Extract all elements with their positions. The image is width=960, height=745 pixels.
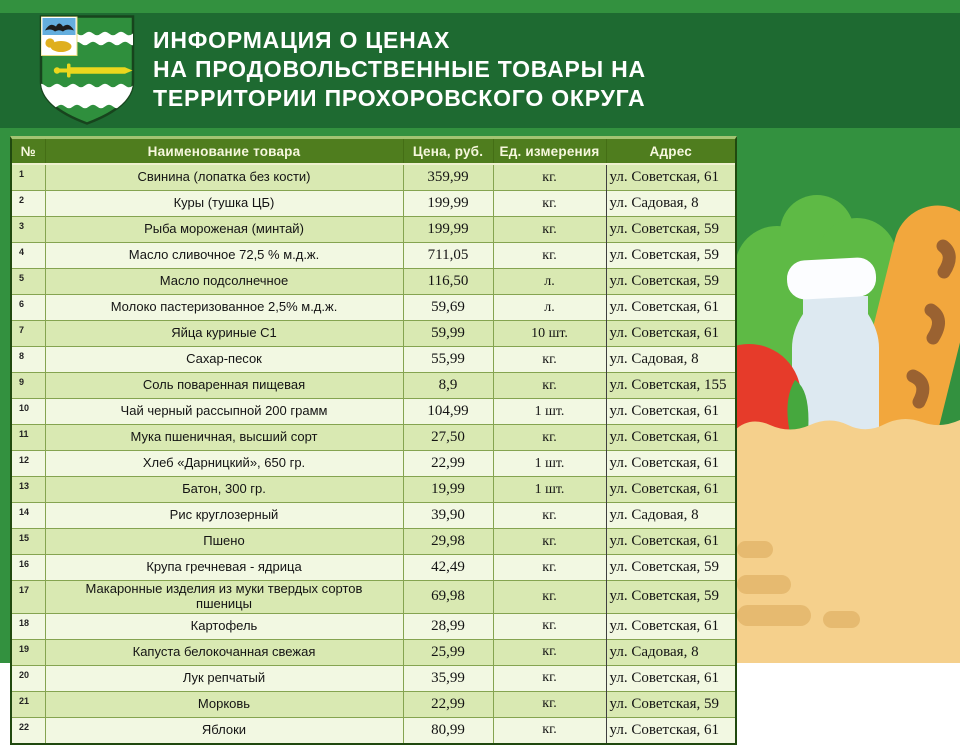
table-row bbox=[12, 691, 735, 717]
product-unit: кг. bbox=[493, 347, 606, 373]
product-name: Свинина (лопатка без кости) bbox=[45, 164, 403, 191]
product-unit: кг. bbox=[493, 639, 606, 665]
row-number: 21 bbox=[12, 691, 45, 717]
row-number: 16 bbox=[12, 555, 45, 581]
product-price: 199,99 bbox=[403, 191, 493, 217]
store-address: ул. Советская, 61 bbox=[606, 717, 735, 743]
product-price: 116,50 bbox=[403, 269, 493, 295]
table-row bbox=[12, 399, 735, 425]
store-address: ул. Советская, 61 bbox=[606, 321, 735, 347]
store-address: ул. Советская, 59 bbox=[606, 555, 735, 581]
table-row bbox=[12, 451, 735, 477]
product-unit: кг. bbox=[493, 243, 606, 269]
row-number: 10 bbox=[12, 399, 45, 425]
row-number: 18 bbox=[12, 613, 45, 639]
column-header: Наименование товара bbox=[45, 139, 403, 164]
store-address: ул. Советская, 59 bbox=[606, 269, 735, 295]
belgorod-canton bbox=[41, 17, 77, 56]
row-number: 12 bbox=[12, 451, 45, 477]
product-price: 59,69 bbox=[403, 295, 493, 321]
product-unit: кг. bbox=[493, 164, 606, 191]
product-unit: кг. bbox=[493, 555, 606, 581]
product-price: 19,99 bbox=[403, 477, 493, 503]
product-price: 25,99 bbox=[403, 639, 493, 665]
product-name: Куры (тушка ЦБ) bbox=[45, 191, 403, 217]
table-row bbox=[12, 295, 735, 321]
table-row bbox=[12, 347, 735, 373]
row-number: 17 bbox=[12, 581, 45, 614]
table-row bbox=[12, 665, 735, 691]
store-address: ул. Советская, 59 bbox=[606, 217, 735, 243]
product-name: Масло сливочное 72,5 % м.д.ж. bbox=[45, 243, 403, 269]
product-name: Яйца куриные С1 bbox=[45, 321, 403, 347]
price-table bbox=[12, 139, 735, 743]
page-title bbox=[153, 26, 793, 113]
row-number: 8 bbox=[12, 347, 45, 373]
product-unit: 1 шт. bbox=[493, 451, 606, 477]
product-price: 55,99 bbox=[403, 347, 493, 373]
paper-bag-icon bbox=[735, 419, 960, 663]
row-number: 19 bbox=[12, 639, 45, 665]
table-row bbox=[12, 555, 735, 581]
title-line-3: ТЕРРИТОРИИ ПРОХОРОВСКОГО ОКРУГА bbox=[153, 85, 646, 111]
product-price: 35,99 bbox=[403, 665, 493, 691]
product-name: Пшено bbox=[45, 529, 403, 555]
row-number: 5 bbox=[12, 269, 45, 295]
product-name: Хлеб «Дарницкий», 650 гр. bbox=[45, 451, 403, 477]
row-number: 22 bbox=[12, 717, 45, 743]
product-price: 199,99 bbox=[403, 217, 493, 243]
table-row bbox=[12, 217, 735, 243]
product-unit: 10 шт. bbox=[493, 321, 606, 347]
table-row bbox=[12, 529, 735, 555]
product-name: Молоко пастеризованное 2,5% м.д.ж. bbox=[45, 295, 403, 321]
table-row bbox=[12, 717, 735, 743]
column-header: Адрес bbox=[606, 139, 735, 164]
product-price: 28,99 bbox=[403, 613, 493, 639]
product-unit: кг. bbox=[493, 191, 606, 217]
table-row bbox=[12, 164, 735, 191]
product-unit: кг. bbox=[493, 529, 606, 555]
row-number: 13 bbox=[12, 477, 45, 503]
product-price: 359,99 bbox=[403, 164, 493, 191]
product-unit: кг. bbox=[493, 613, 606, 639]
product-unit: кг. bbox=[493, 425, 606, 451]
product-price: 42,49 bbox=[403, 555, 493, 581]
store-address: ул. Советская, 59 bbox=[606, 691, 735, 717]
store-address: ул. Садовая, 8 bbox=[606, 503, 735, 529]
store-address: ул. Советская, 61 bbox=[606, 425, 735, 451]
product-price: 8,9 bbox=[403, 373, 493, 399]
store-address: ул. Советская, 59 bbox=[606, 581, 735, 614]
product-price: 69,98 bbox=[403, 581, 493, 614]
product-unit: кг. bbox=[493, 717, 606, 743]
product-unit: кг. bbox=[493, 373, 606, 399]
row-number: 3 bbox=[12, 217, 45, 243]
product-price: 104,99 bbox=[403, 399, 493, 425]
title-line-2: НА ПРОДОВОЛЬСТВЕННЫЕ ТОВАРЫ НА bbox=[153, 56, 646, 82]
table-row bbox=[12, 639, 735, 665]
store-address: ул. Садовая, 8 bbox=[606, 347, 735, 373]
product-unit: кг. bbox=[493, 581, 606, 614]
product-name: Чай черный рассыпной 200 грамм bbox=[45, 399, 403, 425]
product-name: Рис круглозерный bbox=[45, 503, 403, 529]
product-name: Крупа гречневая - ядрица bbox=[45, 555, 403, 581]
table-row bbox=[12, 373, 735, 399]
table-row bbox=[12, 477, 735, 503]
row-number: 7 bbox=[12, 321, 45, 347]
table-row bbox=[12, 581, 735, 614]
store-address: ул. Советская, 61 bbox=[606, 399, 735, 425]
product-name: Макаронные изделия из муки твердых сортов пшеницы bbox=[45, 581, 403, 614]
store-address: ул. Садовая, 8 bbox=[606, 191, 735, 217]
product-unit: кг. bbox=[493, 691, 606, 717]
table-row bbox=[12, 243, 735, 269]
product-unit: кг. bbox=[493, 503, 606, 529]
store-address: ул. Советская, 155 bbox=[606, 373, 735, 399]
store-address: ул. Садовая, 8 bbox=[606, 639, 735, 665]
product-price: 27,50 bbox=[403, 425, 493, 451]
row-number: 11 bbox=[12, 425, 45, 451]
table-row bbox=[12, 425, 735, 451]
product-unit: 1 шт. bbox=[493, 477, 606, 503]
column-header: Ед. измерения bbox=[493, 139, 606, 164]
store-address: ул. Советская, 61 bbox=[606, 613, 735, 639]
product-price: 39,90 bbox=[403, 503, 493, 529]
store-address: ул. Советская, 61 bbox=[606, 477, 735, 503]
product-name: Капуста белокочанная свежая bbox=[45, 639, 403, 665]
store-address: ул. Советская, 61 bbox=[606, 665, 735, 691]
store-address: ул. Советская, 61 bbox=[606, 451, 735, 477]
row-number: 14 bbox=[12, 503, 45, 529]
product-price: 711,05 bbox=[403, 243, 493, 269]
product-price: 22,99 bbox=[403, 451, 493, 477]
table-row bbox=[12, 503, 735, 529]
row-number: 4 bbox=[12, 243, 45, 269]
coat-of-arms-icon bbox=[37, 13, 137, 127]
row-number: 15 bbox=[12, 529, 45, 555]
product-name: Масло подсолнечное bbox=[45, 269, 403, 295]
product-name: Яблоки bbox=[45, 717, 403, 743]
product-unit: 1 шт. bbox=[493, 399, 606, 425]
product-unit: л. bbox=[493, 295, 606, 321]
row-number: 9 bbox=[12, 373, 45, 399]
row-number: 20 bbox=[12, 665, 45, 691]
product-price: 59,99 bbox=[403, 321, 493, 347]
product-name: Соль поваренная пищевая bbox=[45, 373, 403, 399]
product-name: Картофель bbox=[45, 613, 403, 639]
product-price: 29,98 bbox=[403, 529, 493, 555]
table-row bbox=[12, 321, 735, 347]
table-header-row bbox=[12, 139, 735, 164]
product-unit: кг. bbox=[493, 217, 606, 243]
product-name: Лук репчатый bbox=[45, 665, 403, 691]
title-line-1: ИНФОРМАЦИЯ О ЦЕНАХ bbox=[153, 27, 451, 53]
column-header: Цена, руб. bbox=[403, 139, 493, 164]
store-address: ул. Советская, 59 bbox=[606, 243, 735, 269]
row-number: 1 bbox=[12, 164, 45, 191]
product-name: Мука пшеничная, высший сорт bbox=[45, 425, 403, 451]
store-address: ул. Советская, 61 bbox=[606, 529, 735, 555]
product-price: 80,99 bbox=[403, 717, 493, 743]
grocery-illustration bbox=[735, 128, 960, 663]
table-row bbox=[12, 269, 735, 295]
store-address: ул. Советская, 61 bbox=[606, 164, 735, 191]
product-unit: л. bbox=[493, 269, 606, 295]
table-row bbox=[12, 191, 735, 217]
product-name: Рыба мороженая (минтай) bbox=[45, 217, 403, 243]
store-address: ул. Советская, 61 bbox=[606, 295, 735, 321]
table-row bbox=[12, 613, 735, 639]
product-name: Морковь bbox=[45, 691, 403, 717]
column-header: № bbox=[12, 139, 45, 164]
product-name: Батон, 300 гр. bbox=[45, 477, 403, 503]
row-number: 6 bbox=[12, 295, 45, 321]
price-table-container bbox=[10, 136, 737, 745]
product-unit: кг. bbox=[493, 665, 606, 691]
product-price: 22,99 bbox=[403, 691, 493, 717]
row-number: 2 bbox=[12, 191, 45, 217]
product-name: Сахар-песок bbox=[45, 347, 403, 373]
